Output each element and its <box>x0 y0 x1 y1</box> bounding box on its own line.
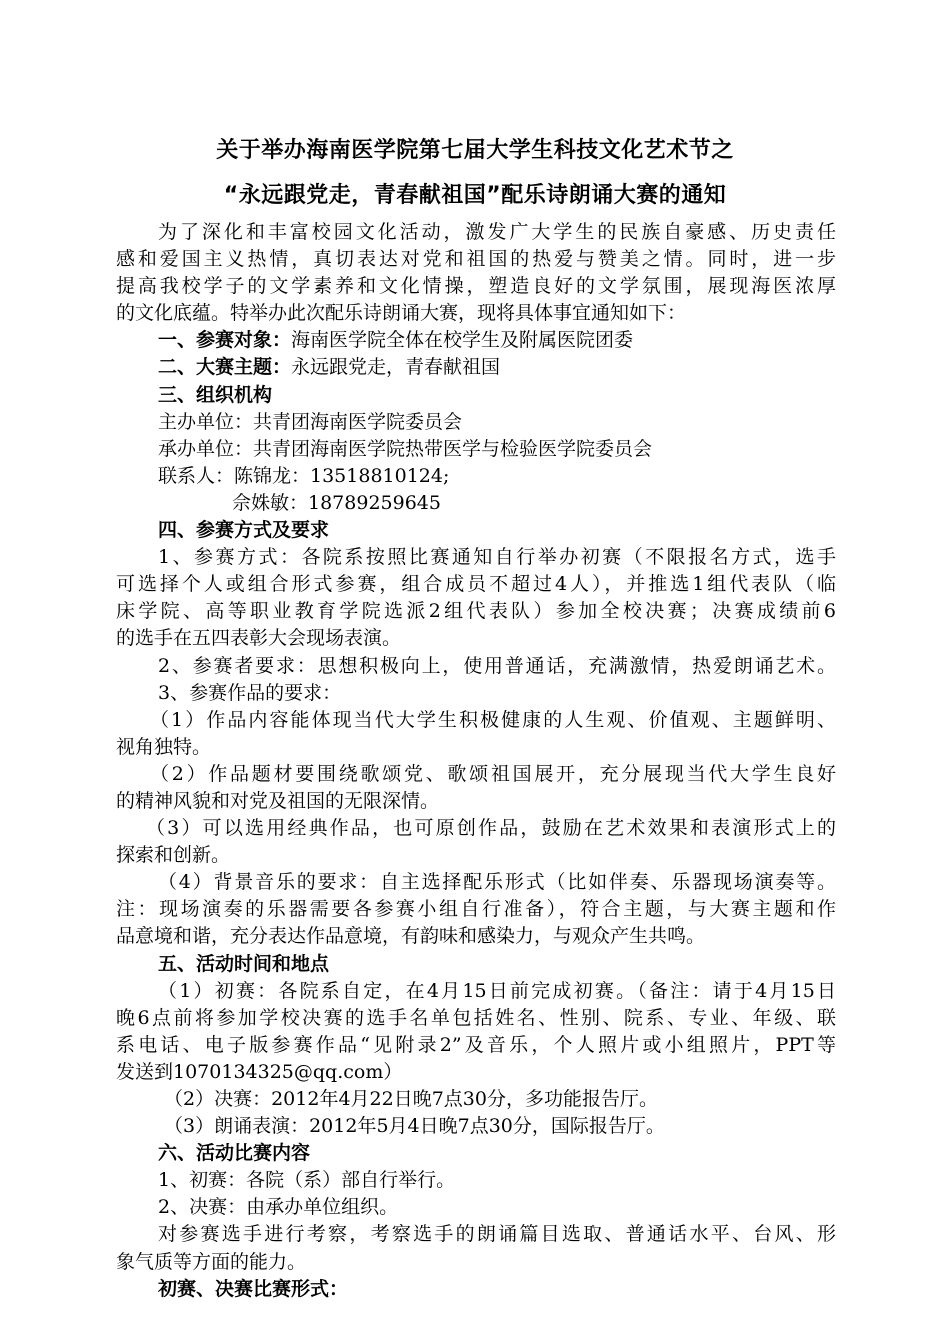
intro-line: 的文化底蕴。特举办此次配乐诗朗诵大赛，现将具体事宜通知如下： <box>116 302 687 325</box>
requirement-2-line: （2）作品题材要围绕歌颂党、歌颂祖国展开，充分展现当代大学生良好 <box>150 762 836 785</box>
performance-time: （3）朗诵表演：2012年5月4日晚7点30分，国际报告厅。 <box>164 1115 665 1138</box>
section-4-heading: 四、参赛方式及要求 <box>158 519 330 542</box>
requirement-4-line: 品意境和谐，充分表达作品意境，有韵味和感染力，与观众产生共鸣。 <box>116 925 706 948</box>
final-time: （2）决赛：2012年4月22日晚7点30分，多功能报告厅。 <box>164 1088 658 1110</box>
final-content: 2、决赛：由承办单位组织。 <box>158 1196 399 1219</box>
section-1-line <box>116 327 836 354</box>
requirement-2-line: 的精神风貌和对党及祖国的无限深情。 <box>116 789 440 812</box>
section-5-heading: 五、活动时间和地点 <box>158 952 330 975</box>
method-line: 床学院、高等职业教育学院选派2组代表队）参加全校决赛；决赛成绩前6 <box>116 600 836 623</box>
section-1-value: 海南医学院全体在校学生及附属医院团委 <box>291 329 634 352</box>
method-line: 可选择个人或组合形式参赛，组合成员不超过4人），并推选1组代表队（临 <box>116 573 836 596</box>
intro-line: 为了深化和丰富校园文化活动，激发广大学生的民族自豪感、历史责任 <box>158 221 836 243</box>
section-6-heading: 六、活动比赛内容 <box>158 1142 311 1165</box>
method-line: 1、参赛方式：各院系按照比赛通知自行举办初赛（不限报名方式，选手 <box>158 546 836 569</box>
method-line: 的选手在五四表彰大会现场表演。 <box>116 627 402 650</box>
requirement-3-line: （3）可以选用经典作品，也可原创作品，鼓励在艺术效果和表演形式上的 <box>146 817 836 840</box>
title-line-1: 关于举办海南医学院第七届大学生科技文化艺术节之 <box>216 138 734 163</box>
requirement-3-line: 探索和创新。 <box>116 844 231 867</box>
requirement-1-line: 视角独特。 <box>116 735 212 758</box>
preliminary-line: 晚6点前将参加学校决赛的选手名单包括姓名、性别、院系、专业、年级、联 <box>116 1006 836 1029</box>
host-unit: 主办单位：共青团海南医学院委员会 <box>158 410 463 433</box>
preliminary-line: （1）初赛：各院系自定，在4月15日前完成初赛。（备注：请于4月15日 <box>158 979 836 1002</box>
section-3-heading: 三、组织机构 <box>158 383 273 406</box>
intro-line: 感和爱国主义热情，真切表达对党和祖国的热爱与赞美之情。同时，进一步 <box>116 248 836 271</box>
organizer-unit: 承办单位：共青团海南医学院热带医学与检验医学院委员会 <box>158 437 653 460</box>
requirement-4-line: 注：现场演奏的乐器需要各参赛小组自行准备），符合主题，与大赛主题和作 <box>116 898 836 921</box>
evaluation-line: 对参赛选手进行考察，考察选手的朗诵篇目选取、普通话水平、台风、形 <box>158 1223 836 1246</box>
requirement-1-line: （1）作品内容能体现当代大学生积极健康的人生观、价值观、主题鲜明、 <box>150 708 836 731</box>
preliminary-line: 发送到1070134325@qq.com） <box>116 1060 403 1083</box>
section-2-value: 永远跟党走，青春献祖国 <box>291 356 501 379</box>
preliminary-content: 1、初赛：各院（系）部自行举行。 <box>158 1169 456 1192</box>
section-2-line <box>116 354 836 381</box>
contact-line-2: 佘姝敏：18789259645 <box>232 491 441 514</box>
section-2-label: 二、大赛主题： <box>158 356 292 379</box>
section-1-label: 一、参赛对象： <box>158 329 292 352</box>
intro-line: 提高我校学子的文学素养和文化情操，塑造良好的文学氛围，展现海医浓厚 <box>116 275 836 298</box>
title-line-2: “永远跟党走，青春献祖国”配乐诗朗诵大赛的通知 <box>223 183 727 208</box>
participant-requirement: 2、参赛者要求：思想积极向上，使用普通话，充满激情，热爱朗诵艺术。 <box>158 654 836 677</box>
preliminary-line: 系电话、电子版参赛作品“见附录2”及音乐，个人照片或小组照片，PPT等 <box>116 1033 836 1056</box>
requirement-4-line: （4）背景音乐的要求：自主选择配乐形式（比如伴奏、乐器现场演奏等。 <box>158 871 836 894</box>
contact-line-1: 联系人：陈锦龙：13518810124; <box>158 464 450 487</box>
document-body <box>116 219 836 1303</box>
work-requirement-heading: 3、参赛作品的要求： <box>158 681 342 704</box>
competition-format-heading: 初赛、决赛比赛形式： <box>158 1277 349 1300</box>
evaluation-line: 象气质等方面的能力。 <box>116 1250 307 1273</box>
